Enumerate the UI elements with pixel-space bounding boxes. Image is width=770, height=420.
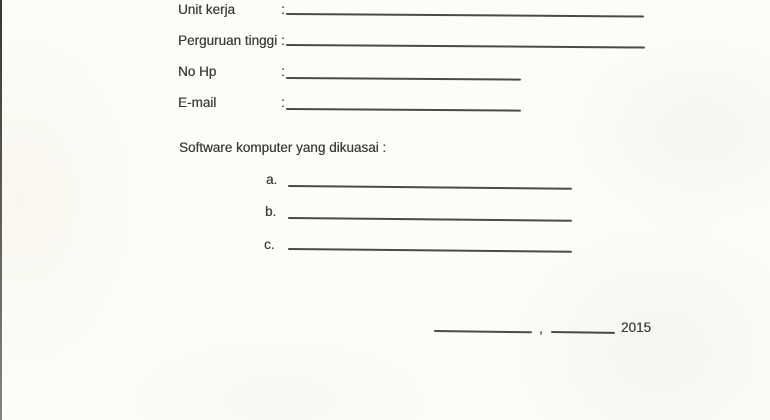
- field-colon-perguruan-tinggi: :: [281, 33, 285, 48]
- blank-line-software-a: [288, 185, 572, 189]
- list-marker-b: b.: [265, 204, 277, 219]
- blank-line-software-b: [288, 217, 572, 221]
- field-colon-email: :: [281, 95, 285, 110]
- scanner-edge-shadow: [0, 0, 2, 420]
- field-label-perguruan-tinggi: Perguruan tinggi: [178, 33, 278, 48]
- blank-line-software-c: [288, 248, 572, 252]
- field-colon-unit-kerja: :: [281, 2, 285, 17]
- software-section-title: Software komputer yang dikuasai :: [179, 140, 387, 155]
- blank-line-perguruan-tinggi: [286, 44, 645, 48]
- field-colon-no-hp: :: [281, 64, 285, 79]
- signature-comma: ,: [539, 321, 543, 336]
- blank-line-signature-place: [434, 330, 532, 333]
- list-marker-a: a.: [266, 172, 278, 187]
- blank-line-signature-date: [551, 331, 615, 333]
- field-label-no-hp: No Hp: [178, 64, 217, 79]
- blank-line-unit-kerja: [286, 13, 644, 17]
- blank-line-no-hp: [286, 77, 521, 80]
- signature-year: 2015: [621, 320, 652, 335]
- field-label-unit-kerja: Unit kerja: [178, 2, 236, 17]
- list-marker-c: c.: [264, 237, 275, 252]
- blank-line-email: [286, 108, 521, 111]
- field-label-email: E-mail: [178, 95, 217, 110]
